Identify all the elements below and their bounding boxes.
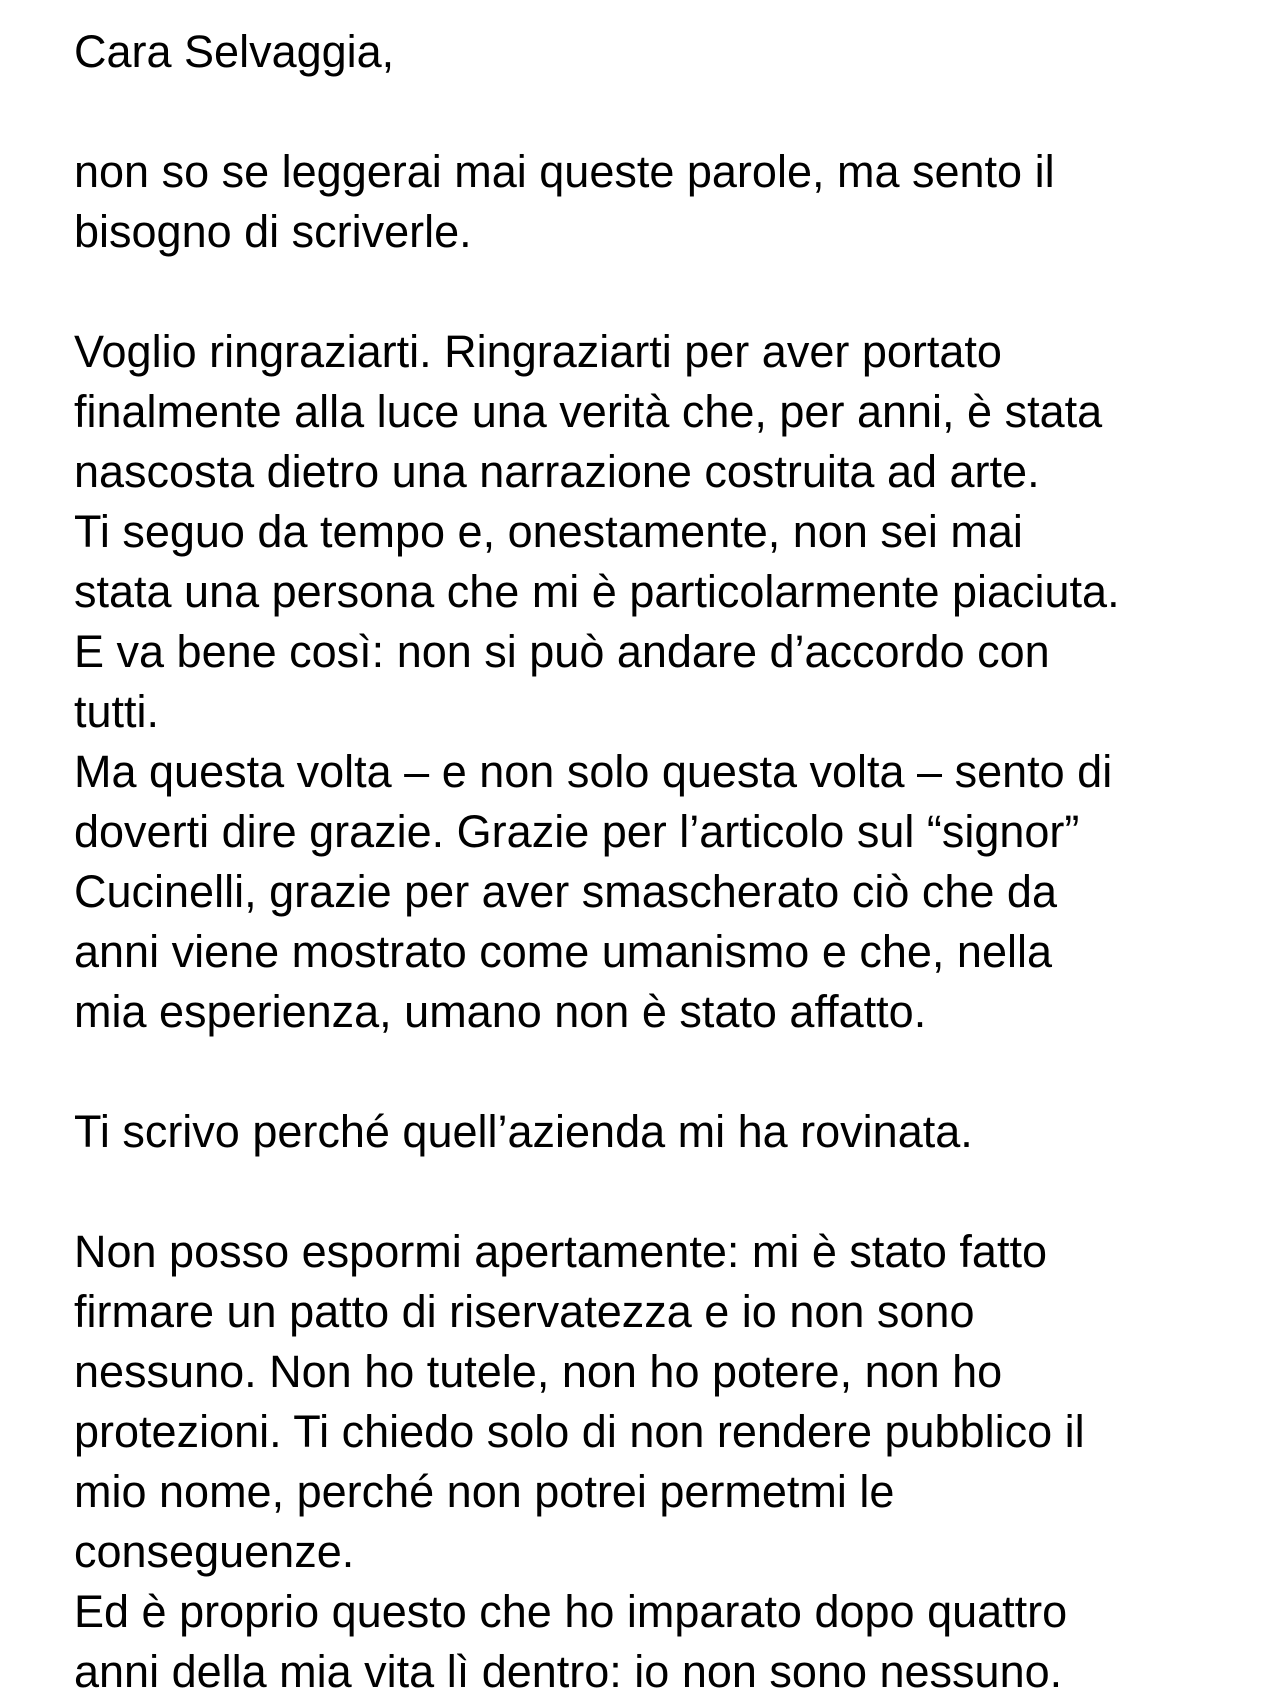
text-line: E va bene così: non si può andare d’accordo con [74, 626, 1050, 677]
text-line: protezioni. Ti chiedo solo di non rendere pubblico il [74, 1406, 1085, 1457]
text-line: stata una persona che mi è particolarmente piaciuta. [74, 566, 1120, 617]
blank-line [74, 82, 1264, 142]
text-line: Non posso espormi apertamente: mi è stato fatto [74, 1226, 1047, 1277]
text-line: nascosta dietro una narrazione costruita ad arte. [74, 446, 1040, 497]
text-line: mia esperienza, umano non è stato affatto. [74, 986, 927, 1037]
text-line: Ed è proprio questo che ho imparato dopo quattro [74, 1586, 1068, 1637]
text-line: Ma questa volta – e non solo questa volta – sento di [74, 746, 1113, 797]
text-line: conseguenze. [74, 1526, 355, 1577]
text-line: bisogno di scriverle. [74, 206, 472, 257]
text-line: mio nome, perché non potrei permetmi le [74, 1466, 895, 1517]
blank-line [74, 1042, 1264, 1102]
text-line: nessuno. Non ho tutele, non ho potere, non ho [74, 1346, 1003, 1397]
text-line: finalmente alla luce una verità che, per anni, è stata [74, 386, 1103, 437]
text-line: Ti scrivo perché quell’azienda mi ha rovinata. [74, 1106, 973, 1157]
text-line: Voglio ringraziarti. Ringraziarti per aver portato [74, 326, 1002, 377]
text-line: anni viene mostrato come umanismo e che, nella [74, 926, 1053, 977]
blank-line [74, 1162, 1264, 1222]
letter-greeting: Cara Selvaggia, [74, 26, 395, 77]
text-line: doverti dire grazie. Grazie per l’articolo sul “signor” [74, 806, 1080, 857]
blank-line [74, 262, 1264, 322]
letter-body [74, 22, 1264, 1702]
text-line: Ti seguo da tempo e, onestamente, non sei mai [74, 506, 1023, 557]
text-line: Cucinelli, grazie per aver smascherato ciò che da [74, 866, 1057, 917]
text-line: firmare un patto di riservatezza e io non sono [74, 1286, 975, 1337]
text-line: anni della mia vita lì dentro: io non sono nessuno. [74, 1646, 1063, 1697]
text-line: non so se leggerai mai queste parole, ma sento il [74, 146, 1055, 197]
text-line: tutti. [74, 686, 160, 737]
